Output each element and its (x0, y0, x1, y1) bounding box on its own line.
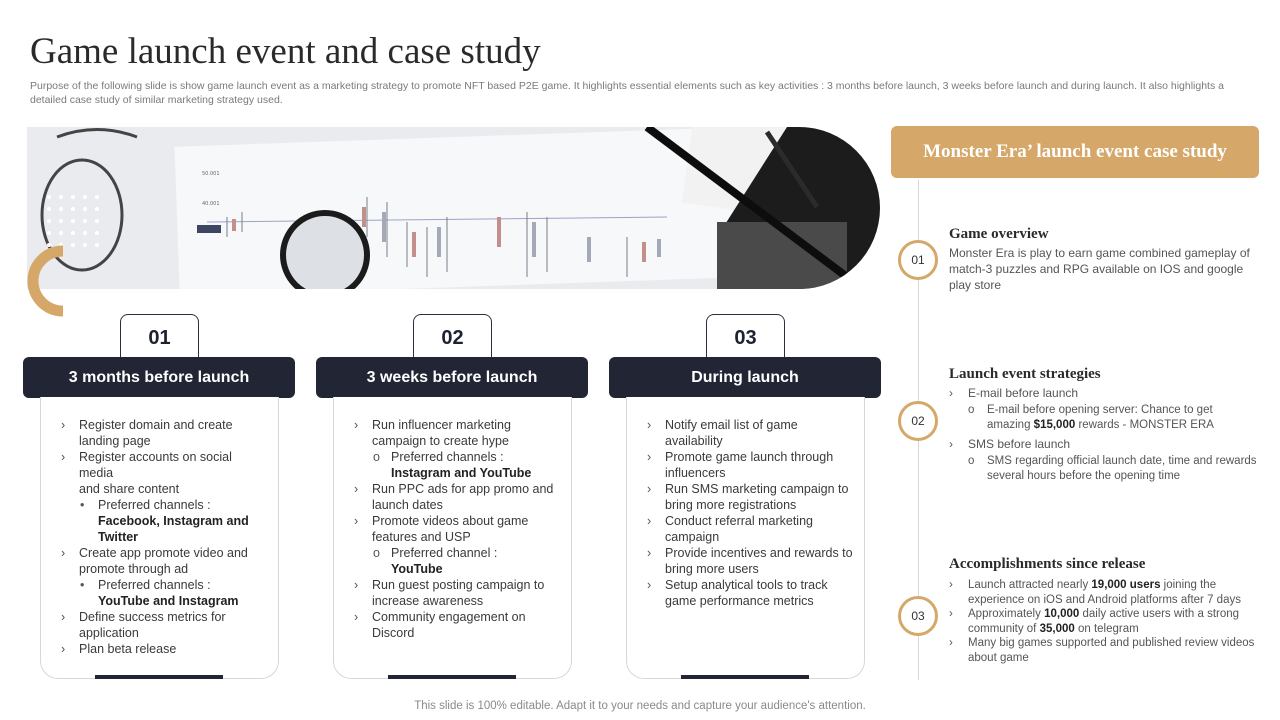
list-item: › Provide incentives and rewards to bring more users (647, 546, 853, 576)
sub-item: o SMS regarding official launch date, time and rewards several hours before the opening time (968, 455, 1257, 482)
sub-item: o E-mail before opening server: Chance to get amazing $15,000 rewards - MONSTER ERA (968, 404, 1214, 431)
step-number-3: 03 (706, 314, 785, 359)
svg-text:40.001: 40.001 (202, 201, 220, 207)
step-card-2 (333, 397, 572, 679)
step-heading-3: During launch (609, 357, 881, 398)
list-item: › Run SMS marketing campaign to bring more registrations (647, 482, 849, 512)
section-title-launch-strategies: Launch event strategies (949, 366, 1101, 382)
list-item: › Run guest posting campaign to increase awareness (354, 578, 545, 608)
section-title-accomplishments: Accomplishments since release (949, 556, 1146, 572)
sub-item: o Preferred channels : Instagram and YouTube (373, 450, 532, 480)
list-item: › Many big games supported and published review videos about game (949, 637, 1255, 664)
svg-text:50.001: 50.001 (202, 171, 220, 177)
list-item: › Create app promote video and promote through ad • Preferred channels : YouTube and Instagram (79, 545, 269, 609)
list-item: › Run influencer marketing campaign to create hype o Preferred channels : Instagram and YouTube (372, 417, 562, 481)
list-item: › Promote videos about game features and USP o Preferred channel : YouTube (372, 513, 562, 577)
list-item: › Conduct referral marketing campaign (647, 514, 813, 544)
sub-item: • Preferred channels : YouTube and Instagram (80, 578, 239, 608)
hero-image (27, 127, 880, 289)
step-number-1: 01 (120, 314, 199, 359)
list-item: › Register accounts on social media and share content • Preferred channels : Facebook, Instagram and Twitter (79, 449, 269, 545)
card-bottom-bar (388, 675, 516, 679)
page-title: Game launch event and case study (30, 31, 541, 72)
sub-item: • Preferred channels : Facebook, Instagram and Twitter (80, 498, 249, 544)
list-item: › Promote game launch through influencers (647, 450, 834, 480)
list-item: › Launch attracted nearly 19,000 users joining the experience on iOS and Android platforms after 7 days (949, 579, 1241, 606)
step-card-3 (626, 397, 865, 679)
purpose-text: Purpose of the following slide is show game launch event as a marketing strategy to promote NFT based P2E game. It highlights essential elements such as key activities : 3 months before launch, 3 weeks before launch and during launch. It also highlights a detailed case study of similar marketing strategy used. (30, 80, 1224, 106)
sub-item: o Preferred channel : YouTube (373, 546, 498, 576)
section-number-3: 03 (898, 596, 938, 636)
list-item: › E-mail before launch (949, 386, 1079, 400)
list-item: › Approximately 10,000 daily active users with a strong community of 35,000 on telegram (949, 608, 1240, 635)
step-heading-1: 3 months before launch (23, 357, 295, 398)
list-item: › Community engagement on Discord (354, 610, 526, 640)
step-number-2: 02 (413, 314, 492, 359)
list-item: › SMS before launch (949, 437, 1071, 451)
card-bottom-bar (95, 675, 223, 679)
chart-photo-illustration (27, 127, 880, 289)
launch-strategies-list (949, 385, 1259, 483)
list-item: › Setup analytical tools to track game performance metrics (647, 578, 828, 608)
list-item: › Register domain and create landing page (61, 418, 233, 448)
list-item: › Define success metrics for application (61, 610, 226, 640)
footer-note: This slide is 100% editable. Adapt it to your needs and capture your audience's attention. (414, 700, 866, 712)
list-item: › Notify email list of game availability (647, 418, 798, 448)
step-heading-2: 3 weeks before launch (316, 357, 588, 398)
list-item: › Plan beta release (61, 642, 177, 656)
step-card-1 (40, 397, 279, 679)
section-number-1: 01 (898, 240, 938, 280)
accomplishments-list (949, 578, 1259, 665)
card-bottom-bar (681, 675, 809, 679)
list-item: › Run PPC ads for app promo and launch dates (354, 482, 554, 512)
decorative-gold-arc (27, 245, 99, 317)
section-title-game-overview: Game overview (949, 226, 1049, 242)
game-overview-text: Monster Era is play to earn game combined gameplay of match-3 puzzles and RPG available on IOS and google play store (949, 246, 1250, 292)
section-number-2: 02 (898, 401, 938, 441)
case-study-heading: Monster Era’ launch event case study (891, 126, 1259, 178)
